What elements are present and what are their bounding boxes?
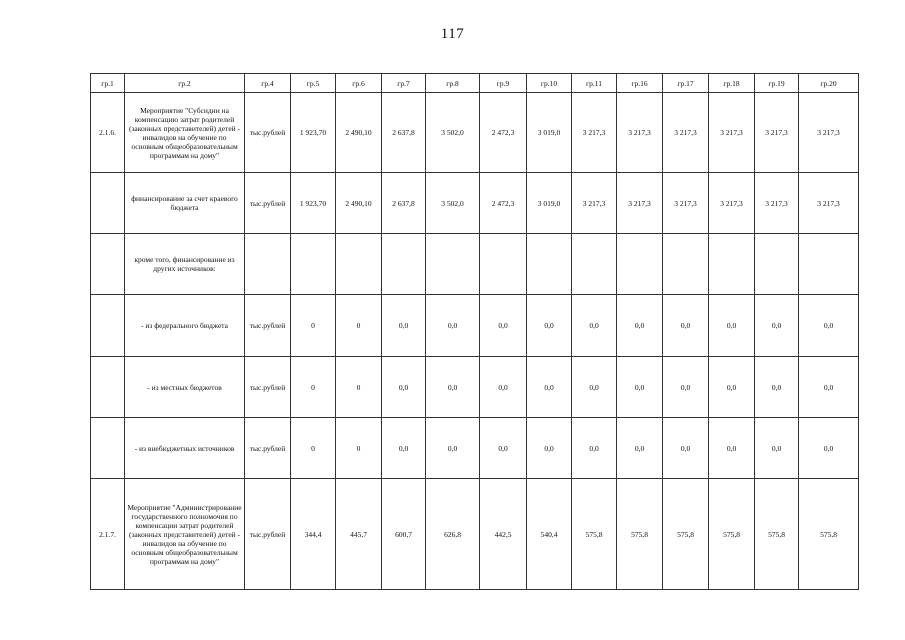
row-code xyxy=(91,418,125,479)
value-cell: 0,0 xyxy=(480,418,527,479)
column-header: гр.19 xyxy=(755,74,799,93)
column-header: гр.7 xyxy=(382,74,426,93)
row-unit: тыс.рублей xyxy=(245,295,291,357)
value-cell xyxy=(755,234,799,295)
value-cell: 0 xyxy=(336,357,382,418)
value-cell: 3 217,3 xyxy=(755,93,799,173)
value-cell: 2 637,8 xyxy=(382,93,426,173)
value-cell: 600,7 xyxy=(382,479,426,590)
value-cell: 0,0 xyxy=(755,418,799,479)
value-cell: 0,0 xyxy=(382,357,426,418)
value-cell: 3 217,3 xyxy=(709,173,755,234)
column-header: гр.20 xyxy=(799,74,859,93)
value-cell: 445,7 xyxy=(336,479,382,590)
value-cell xyxy=(709,234,755,295)
row-unit: тыс.рублей xyxy=(245,93,291,173)
column-header: гр.10 xyxy=(527,74,572,93)
column-header: гр.6 xyxy=(336,74,382,93)
column-header: гр.16 xyxy=(617,74,663,93)
row-name: финансирование за счет краевого бюджета xyxy=(125,173,245,234)
value-cell xyxy=(799,234,859,295)
row-code: 2.1.6. xyxy=(91,93,125,173)
value-cell: 575,8 xyxy=(663,479,709,590)
value-cell: 575,8 xyxy=(755,479,799,590)
value-cell: 3 019,0 xyxy=(527,173,572,234)
value-cell: 0 xyxy=(291,418,336,479)
value-cell: 3 217,3 xyxy=(572,173,617,234)
table-row xyxy=(91,295,859,357)
value-cell: 0,0 xyxy=(382,418,426,479)
value-cell: 0,0 xyxy=(799,295,859,357)
value-cell: 575,8 xyxy=(572,479,617,590)
value-cell: 540,4 xyxy=(527,479,572,590)
column-header: гр.1 xyxy=(91,74,125,93)
value-cell xyxy=(426,234,480,295)
row-code xyxy=(91,295,125,357)
value-cell xyxy=(336,234,382,295)
value-cell: 0,0 xyxy=(709,295,755,357)
value-cell: 2 472,3 xyxy=(480,173,527,234)
page-number: 117 xyxy=(440,26,465,42)
value-cell xyxy=(572,234,617,295)
value-cell xyxy=(382,234,426,295)
value-cell xyxy=(617,234,663,295)
value-cell: 0,0 xyxy=(382,295,426,357)
value-cell: 0,0 xyxy=(480,295,527,357)
value-cell: 0,0 xyxy=(799,357,859,418)
value-cell: 0,0 xyxy=(709,357,755,418)
table-row xyxy=(91,173,859,234)
value-cell xyxy=(480,234,527,295)
value-cell: 3 502,0 xyxy=(426,93,480,173)
value-cell: 575,8 xyxy=(617,479,663,590)
value-cell: 3 217,3 xyxy=(663,173,709,234)
row-code xyxy=(91,173,125,234)
value-cell: 626,8 xyxy=(426,479,480,590)
value-cell xyxy=(663,234,709,295)
table-row xyxy=(91,93,859,173)
row-name: Мероприятие "Субсидии на компенсацию затрат родителей (законных представителей) детей - инвалидов на обучение по основным общеобразовательным программам на дому" xyxy=(125,93,245,173)
row-name: Мероприятие "Администрирование государственного полномочия по компенсации затрат родителей (законных представителей) детей - инвалидов на обучение по основным общеобразовательным программам на дому" xyxy=(125,479,245,590)
value-cell: 0,0 xyxy=(617,295,663,357)
value-cell: 575,8 xyxy=(799,479,859,590)
value-cell: 0 xyxy=(336,295,382,357)
value-cell: 3 217,3 xyxy=(663,93,709,173)
value-cell: 2 472,3 xyxy=(480,93,527,173)
table-row xyxy=(91,234,859,295)
value-cell: 0,0 xyxy=(663,418,709,479)
value-cell: 344,4 xyxy=(291,479,336,590)
value-cell: 3 019,0 xyxy=(527,93,572,173)
value-cell: 2 637,8 xyxy=(382,173,426,234)
value-cell: 3 217,3 xyxy=(617,173,663,234)
row-code xyxy=(91,357,125,418)
value-cell: 3 217,3 xyxy=(799,173,859,234)
value-cell: 0,0 xyxy=(527,295,572,357)
value-cell xyxy=(291,234,336,295)
column-header: гр.2 xyxy=(125,74,245,93)
value-cell: 3 217,3 xyxy=(755,173,799,234)
value-cell: 3 217,3 xyxy=(572,93,617,173)
row-name: - из внебюджетных источников xyxy=(125,418,245,479)
value-cell: 0 xyxy=(336,418,382,479)
value-cell: 3 502,0 xyxy=(426,173,480,234)
header-row xyxy=(91,74,859,93)
value-cell: 3 217,3 xyxy=(617,93,663,173)
value-cell: 2 490,10 xyxy=(336,173,382,234)
row-name: кроме того, финансирование из других источников: xyxy=(125,234,245,295)
value-cell: 0,0 xyxy=(426,295,480,357)
column-header: гр.8 xyxy=(426,74,480,93)
column-header: гр.4 xyxy=(245,74,291,93)
value-cell: 0,0 xyxy=(709,418,755,479)
value-cell: 0,0 xyxy=(426,418,480,479)
row-unit: тыс.рублей xyxy=(245,357,291,418)
value-cell: 0,0 xyxy=(572,418,617,479)
table-row xyxy=(91,418,859,479)
value-cell: 0,0 xyxy=(755,295,799,357)
value-cell: 0,0 xyxy=(572,357,617,418)
row-code xyxy=(91,234,125,295)
value-cell: 0,0 xyxy=(426,357,480,418)
row-code: 2.1.7. xyxy=(91,479,125,590)
column-header: гр.5 xyxy=(291,74,336,93)
value-cell: 1 923,70 xyxy=(291,173,336,234)
value-cell: 0,0 xyxy=(527,418,572,479)
column-header: гр.9 xyxy=(480,74,527,93)
table-row xyxy=(91,357,859,418)
row-unit: тыс.рублей xyxy=(245,418,291,479)
value-cell: 0 xyxy=(291,295,336,357)
column-header: гр.18 xyxy=(709,74,755,93)
value-cell: 442,5 xyxy=(480,479,527,590)
value-cell: 1 923,70 xyxy=(291,93,336,173)
row-name: - из местных бюджетов xyxy=(125,357,245,418)
row-unit: тыс.рублей xyxy=(245,479,291,590)
value-cell: 2 490,10 xyxy=(336,93,382,173)
value-cell: 0,0 xyxy=(572,295,617,357)
value-cell: 0,0 xyxy=(617,418,663,479)
value-cell: 0 xyxy=(291,357,336,418)
budget-table xyxy=(90,73,859,590)
value-cell: 0,0 xyxy=(663,357,709,418)
value-cell: 0,0 xyxy=(755,357,799,418)
column-header: гр.17 xyxy=(663,74,709,93)
row-name: - из федерального бюджета xyxy=(125,295,245,357)
table-row xyxy=(91,479,859,590)
value-cell: 0,0 xyxy=(799,418,859,479)
value-cell: 3 217,3 xyxy=(799,93,859,173)
row-unit: тыс.рублей xyxy=(245,173,291,234)
value-cell: 3 217,3 xyxy=(709,93,755,173)
row-unit xyxy=(245,234,291,295)
value-cell: 0,0 xyxy=(663,295,709,357)
value-cell xyxy=(527,234,572,295)
value-cell: 0,0 xyxy=(527,357,572,418)
value-cell: 0,0 xyxy=(617,357,663,418)
value-cell: 0,0 xyxy=(480,357,527,418)
column-header: гр.11 xyxy=(572,74,617,93)
value-cell: 575,8 xyxy=(709,479,755,590)
